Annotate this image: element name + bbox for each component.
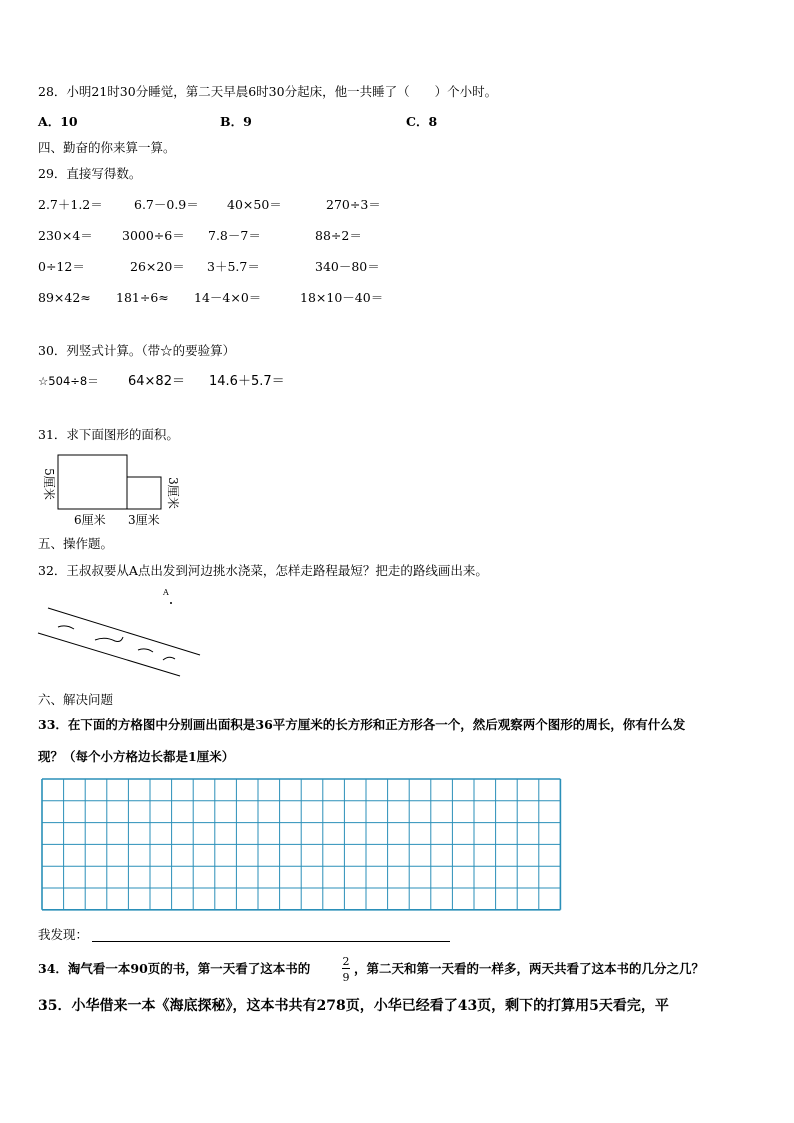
q28-option-c: C．8 xyxy=(406,114,438,129)
q31-left-width-label: 6厘米 xyxy=(74,513,106,527)
q30-item: ☆504÷8＝ xyxy=(38,374,99,388)
q29-item: 3＋5.7＝ xyxy=(207,259,260,274)
q30-title: 30．列竖式计算。（带☆的要验算） xyxy=(38,343,236,358)
q31-left-height-label: 5厘米 xyxy=(41,468,56,500)
point-a-label: A xyxy=(163,588,169,597)
section-6-heading: 六、解决问题 xyxy=(38,692,114,707)
q34-fraction-denominator: 9 xyxy=(342,971,350,984)
q34-text-before: 34．淘气看一本90页的书，第一天看了这本书的 xyxy=(38,961,311,976)
q33-text-line1: 33．在下面的方格图中分别画出面积是36平方厘米的长方形和正方形各一个，然后观察两个图形的周长，你有什么发 xyxy=(38,717,686,732)
large-rectangle-shape xyxy=(58,455,127,509)
river-wave xyxy=(138,649,153,652)
q30-item: 14.6＋5.7＝ xyxy=(209,374,285,389)
q33-answer-line xyxy=(92,941,450,942)
q29-item: 270÷3＝ xyxy=(326,197,381,212)
q29-item: 18×10－40＝ xyxy=(300,290,384,305)
small-square-shape xyxy=(127,477,161,509)
q29-item: 230×4＝ xyxy=(38,228,93,243)
q29-item: 2.7＋1.2＝ xyxy=(38,197,103,212)
river-wave xyxy=(163,657,175,660)
q29-title: 29．直接写得数。 xyxy=(38,166,142,181)
q30-item: 64×82＝ xyxy=(128,374,185,389)
q28-option-a: A．10 xyxy=(38,114,78,129)
q29-item: 340－80＝ xyxy=(315,259,380,274)
q34-fraction-numerator: 2 xyxy=(342,955,350,968)
q28-text: 28．小明21时30分睡觉，第二天早晨6时30分起床，他一共睡了（ ）个小时。 xyxy=(38,84,498,99)
q31-right-height-label: 3厘米 xyxy=(165,477,180,509)
q29-item: 3000÷6＝ xyxy=(122,228,185,243)
q29-item: 26×20＝ xyxy=(130,259,185,274)
section-5-heading: 五、操作题。 xyxy=(38,536,114,551)
section-4-heading: 四、勤奋的你来算一算。 xyxy=(38,140,176,155)
q29-item: 14－4×0＝ xyxy=(194,290,262,305)
q29-item: 6.7－0.9＝ xyxy=(134,197,199,212)
point-a-dot xyxy=(170,602,172,604)
q29-item: 88÷2＝ xyxy=(315,228,362,243)
q29-item: 181÷6≈ xyxy=(116,290,169,305)
q29-item: 89×42≈ xyxy=(38,290,91,305)
q31-right-width-label: 3厘米 xyxy=(128,513,160,527)
q33-text-line2: 现？（每个小方格边长都是1厘米） xyxy=(38,749,235,764)
q31-title: 31．求下面图形的面积。 xyxy=(38,427,179,442)
q28-option-b: B．9 xyxy=(220,114,252,129)
river-bank-top xyxy=(48,608,200,655)
q29-item: 0÷12＝ xyxy=(38,259,85,274)
q35-text: 35．小华借来一本《海底探秘》，这本书共有278页，小华已经看了43页，剩下的打算用5天看完，平 xyxy=(38,998,669,1014)
q32-text: 32．王叔叔要从A点出发到河边挑水浇菜，怎样走路程最短？把走的路线画出来。 xyxy=(38,563,488,578)
q34-fraction-bar xyxy=(342,968,350,969)
river-bank-bottom xyxy=(38,633,180,676)
river-wave xyxy=(58,626,74,629)
q33-answer-label: 我发现： xyxy=(38,927,89,942)
q29-item: 40×50＝ xyxy=(227,197,282,212)
q29-item: 7.8－7＝ xyxy=(208,228,261,243)
q34-text-after: ，第二天和第一天看的一样多，两天共看了这本书的几分之几？ xyxy=(354,961,705,976)
river-wave xyxy=(95,637,123,642)
